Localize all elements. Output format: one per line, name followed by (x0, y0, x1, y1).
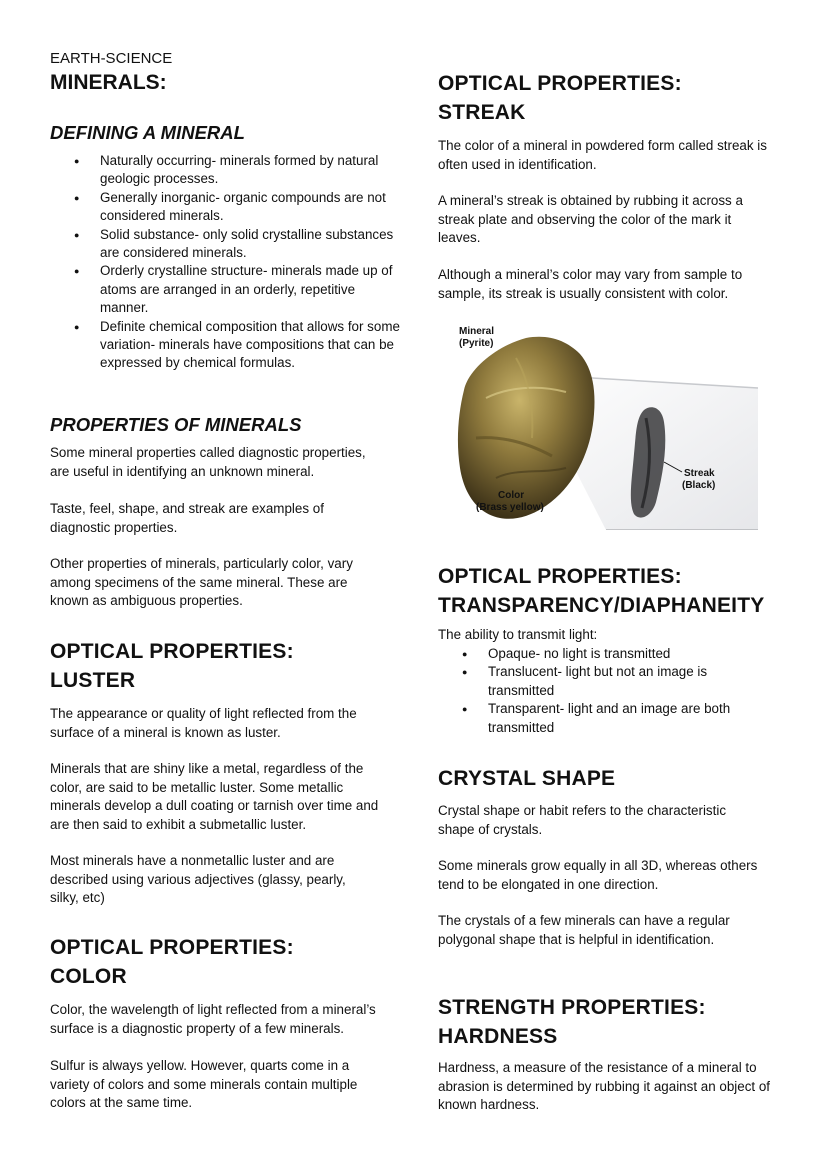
hardness-heading-line-1: STRENGTH PROPERTIES: (438, 996, 706, 1019)
transparency-intro: The ability to transmit light: (438, 627, 598, 642)
color-label-line-1: Color (498, 490, 525, 501)
crystal-paragraph-2: Some minerals grow equally in all 3D, whereas others tend to be elongated in one direction. (438, 858, 758, 892)
luster-heading-line-2: LUSTER (50, 669, 136, 692)
streak-heading-line-1: OPTICAL PROPERTIES: (438, 72, 682, 95)
list-item: ● Naturally occurring- minerals formed by natural geologic processes. (50, 152, 400, 189)
streak-paragraph-3: Although a mineral’s color may vary from sample to sample, its streak is usually consistent with color. (438, 267, 743, 301)
mineral-label-line-2: (Pyrite) (459, 338, 494, 349)
color-paragraph-2: Sulfur is always yellow. However, quarts come in a variety of colors and some minerals contain multiple colors at the same time. (50, 1058, 358, 1111)
mineral-label-line-1: Mineral (459, 326, 495, 337)
luster-paragraph-1: The appearance or quality of light reflected from the surface of a mineral is known as luster. (50, 706, 357, 740)
luster-paragraph-2: Minerals that are shiny like a metal, regardless of the color, are said to be metallic luster. Some metallic minerals develop a dull coating or tarnish over time and are then said to exhibit a submetallic luster. (50, 761, 379, 832)
color-label-line-2: (Brass yellow) (476, 502, 544, 513)
page-title: MINERALS: (50, 71, 167, 94)
hardness-heading-line-2: HARDNESS (438, 1025, 558, 1048)
pyrite-photo (456, 318, 758, 530)
list-item: ● Generally inorganic- organic compounds are not considered minerals. (50, 189, 400, 226)
properties-paragraph-2: Taste, feel, shape, and streak are examples of diagnostic properties. (50, 501, 324, 535)
properties-heading: PROPERTIES OF MINERALS (50, 414, 302, 435)
luster-heading-line-1: OPTICAL PROPERTIES: (50, 640, 294, 663)
color-paragraph-1: Color, the wavelength of light reflected from a mineral’s surface is a diagnostic property of a few minerals. (50, 1002, 376, 1036)
defining-list (50, 152, 400, 373)
streak-label-line-1: Streak (684, 468, 715, 479)
streak-paragraph-2: A mineral’s streak is obtained by rubbing it across a streak plate and observing the color of the mark it leaves. (438, 193, 743, 246)
list-item: ● Orderly crystalline structure- minerals made up of atoms are arranged in an orderly, repetitive manner. (50, 262, 400, 317)
list-item: ● Definite chemical composition that allows for some variation- minerals have compositions that can be expressed by chemical formulas. (50, 318, 400, 373)
color-heading-line-2: COLOR (50, 965, 127, 988)
luster-paragraph-3: Most minerals have a nonmetallic luster and are described using various adjectives (glassy, pearly, silky, etc) (50, 853, 346, 906)
list-item: ● Translucent- light but not an image is transmitted (438, 663, 758, 700)
pyrite-streak-figure (456, 318, 758, 530)
streak-label-line-2: (Black) (682, 480, 716, 491)
crystal-paragraph-1: Crystal shape or habit refers to the characteristic shape of crystals. (438, 803, 727, 837)
list-item: ● Solid substance- only solid crystalline substances are considered minerals. (50, 226, 400, 263)
hardness-paragraph-1: Hardness, a measure of the resistance of a mineral to abrasion is determined by rubbing it against an object of known hardness. (438, 1060, 770, 1113)
color-heading-line-1: OPTICAL PROPERTIES: (50, 936, 294, 959)
crystal-heading: CRYSTAL SHAPE (438, 767, 616, 790)
properties-paragraph-1: Some mineral properties called diagnostic properties, are useful in identifying an unknown mineral. (50, 445, 366, 479)
transparency-heading-line-1: OPTICAL PROPERTIES: (438, 565, 682, 588)
subject-label: EARTH-SCIENCE (50, 50, 173, 67)
transparency-list (438, 645, 758, 737)
properties-paragraph-3: Other properties of minerals, particularly color, vary among specimens of the same mineral. These are known as ambiguous properties. (50, 556, 353, 609)
list-item: ● Transparent- light and an image are both transmitted (438, 700, 758, 737)
crystal-paragraph-3: The crystals of a few minerals can have a regular polygonal shape that is helpful in identification. (438, 913, 730, 947)
streak-heading-line-2: STREAK (438, 101, 526, 124)
list-item: ● Opaque- no light is transmitted (438, 645, 758, 663)
defining-heading: DEFINING A MINERAL (50, 122, 245, 143)
streak-paragraph-1: The color of a mineral in powdered form called streak is often used in identification. (438, 138, 767, 172)
transparency-heading-line-2: TRANSPARENCY/DIAPHANEITY (438, 594, 765, 617)
